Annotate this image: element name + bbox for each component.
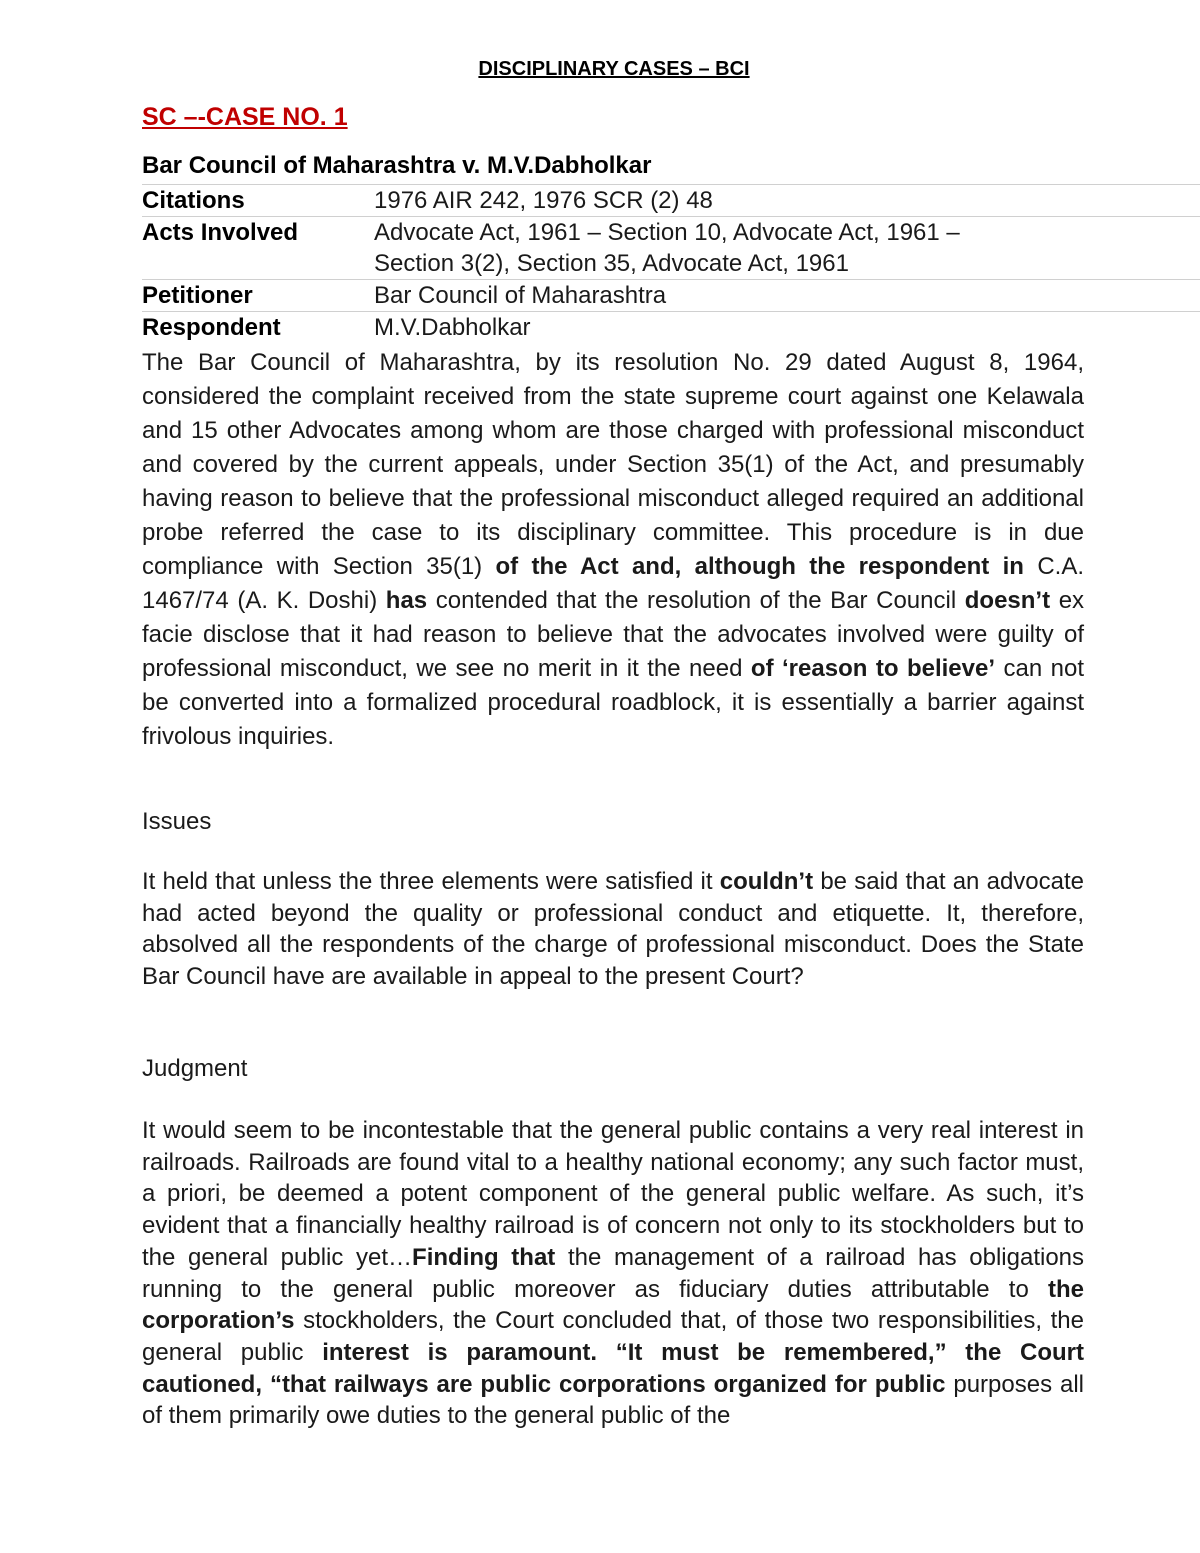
judgment-heading: Judgment	[142, 1055, 248, 1082]
facts-bold-1: of the Act and, although the respondent in	[495, 553, 1024, 580]
judgment-text-1: It would seem to be incontestable that the general public contains a very real interest in railroads. Railroads are found vital to a healthy national economy; any such factor must, a priori, be deemed a potent component of the general public welfare. As such, it’s evident that a financially healthy railroad is of concern not only to its stockholders but to the general public yet…	[142, 1117, 1084, 1271]
judgment-text-4: purposes all of them primarily owe duties to the general public of the	[142, 1370, 1084, 1430]
facts-text-4: ex facie disclose that it had reason to believe that the advocates involved were guilty of professional misconduct, we see no merit in it the need	[142, 587, 1085, 682]
facts-text-5: can not be converted into a formalized procedural roadblock, it is essentially a barrier against frivolous inquiries.	[142, 655, 1085, 750]
judgment-paragraph	[142, 1115, 1084, 1432]
issues-paragraph	[142, 866, 1084, 992]
facts-text-2: C.A. 1467/74 (A. K. Doshi)	[142, 553, 1084, 614]
respondent-label: Respondent	[142, 314, 281, 341]
judgment-text-3: stockholders, the Court concluded that, of those two responsibilities, the general public	[142, 1307, 1085, 1366]
case-name: Bar Council of Maharashtra v. M.V.Dabholkar	[142, 152, 652, 179]
petitioner-label: Petitioner	[142, 282, 253, 309]
issues-text-1: It held that unless the three elements were satisfied it	[142, 868, 713, 895]
acts-value-line2: Section 3(2), Section 35, Advocate Act, 1961	[374, 250, 849, 277]
citations-label: Citations	[142, 187, 245, 214]
judgment-bold-4: “that railways are public corporations organized for public	[269, 1370, 946, 1398]
petitioner-value: Bar Council of Maharashtra	[374, 282, 667, 309]
facts-bold-3: doesn’t	[964, 587, 1051, 614]
case-details-table	[142, 184, 1200, 343]
citations-row	[142, 185, 1200, 217]
case-number-heading: SC –-CASE NO. 1	[142, 103, 348, 131]
judgment-bold-2: the corporation’s	[142, 1275, 1085, 1335]
facts-text-1: The Bar Council of Maharashtra, by its resolution No. 29 dated August 8, 1964, considered the complaint received from the state supreme court against one Kelawala and 15 other Advocates among whom are those charged with professional misconduct and covered by the current appeals, under Section 35(1) of the Act, and presumably having reason to believe that the professional misconduct alleged required an additional probe referred the case to its disciplinary committee. This procedure is in due compliance with Section 35(1)	[142, 349, 1084, 580]
respondent-value: M.V.Dabholkar	[374, 314, 531, 341]
petitioner-row	[142, 280, 1200, 312]
facts-paragraph	[142, 346, 1084, 754]
issues-text-2: be said that an advocate had acted beyond the quality or professional conduct and etiquette. It, therefore, absolved all the respondents of the charge of professional misconduct. Does the State Bar Council have are available in appeal to the present Court?	[142, 868, 1085, 990]
acts-label: Acts Involved	[142, 219, 299, 246]
acts-value-line1: Advocate Act, 1961 – Section 10, Advocate Act, 1961 –	[374, 219, 960, 246]
judgment-text-2: the management of a railroad has obligations running to the general public moreover as fiduciary duties attributable to	[142, 1243, 1085, 1303]
acts-row	[142, 217, 1200, 280]
judgment-bold-1: Finding that	[412, 1243, 556, 1271]
facts-bold-2: has	[385, 587, 428, 614]
document-title: DISCIPLINARY CASES – BCI	[478, 58, 750, 80]
judgment-bold-3: interest is paramount. “It must be remembered,” the Court cautioned,	[142, 1338, 1085, 1398]
respondent-row	[142, 312, 1200, 344]
issues-heading: Issues	[142, 808, 212, 835]
issues-bold-1: couldn’t	[719, 868, 814, 895]
facts-bold-4: of ‘reason to believe’	[750, 655, 996, 682]
facts-text-3: contended that the resolution of the Bar Council	[435, 587, 957, 614]
citations-value: 1976 AIR 242, 1976 SCR (2) 48	[374, 187, 713, 214]
acts-value	[374, 217, 1200, 280]
